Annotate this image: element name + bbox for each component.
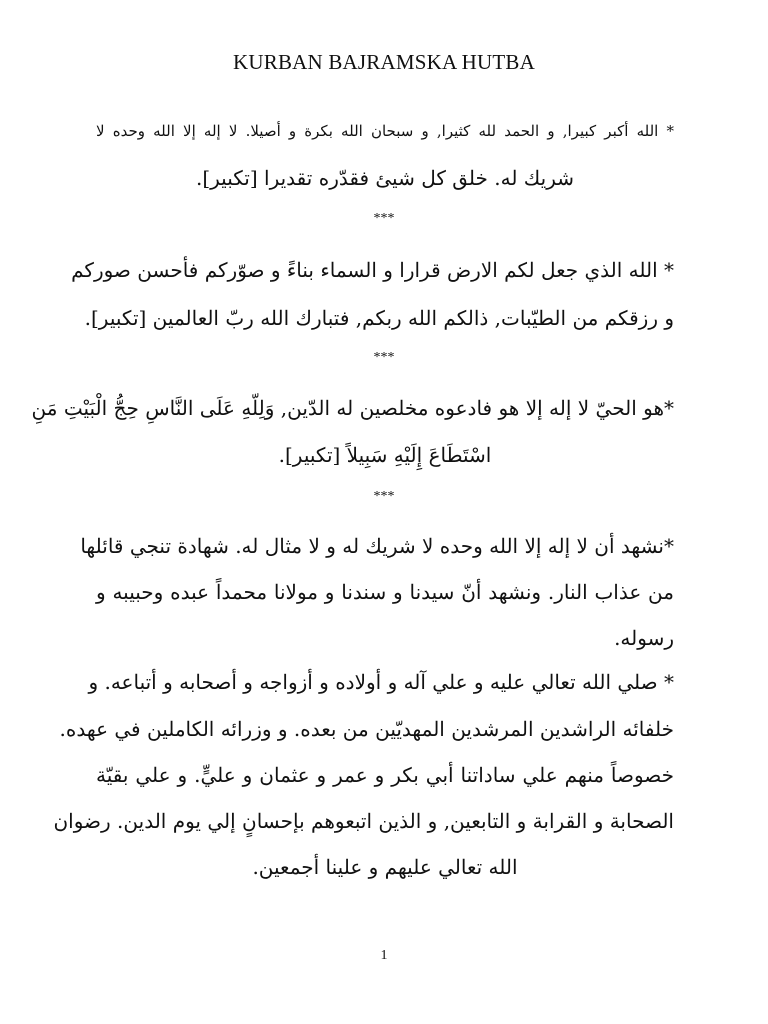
salawat-line-1: * صلي الله تعالي عليه و علي آله و أولاده و أزواجه و أصحابه و أتباعه. و bbox=[88, 670, 674, 694]
takbir-line-3: * الله الذي جعل لكم الارض قرارا و السماء بناءً و صوّركم فأحسن صوركم bbox=[71, 258, 674, 282]
takbir-line-1: * الله أكبر كبيرا, و الحمد لله كثيرا, و سبحان الله بكرة و أصيلا. لا إله إلا الله وحده لا bbox=[96, 122, 674, 140]
salawat-line-5: الله تعالي عليهم و علينا أجمعين. bbox=[252, 855, 518, 879]
takbir-line-4: و رزقكم من الطيّبات, ذالكم الله ربكم, فتبارك الله ربّ العالمين [تكبير]. bbox=[84, 306, 674, 330]
section-separator-1: *** bbox=[373, 211, 395, 226]
shahada-line-1: *نشهد أن لا إله إلا الله وحده لا شريك له و لا مثال له. شهادة تنجي قائلها bbox=[80, 534, 674, 558]
page-number: 1 bbox=[380, 948, 388, 963]
shahada-line-3: رسوله. bbox=[614, 626, 674, 650]
takbir-line-2: شريك له. خلق كل شيئ فقدّره تقديرا [تكبير]. bbox=[195, 166, 575, 190]
takbir-line-5: *هو الحيّ لا إله إلا هو فادعوه مخلصين له الدّين, وَلِلّهِ عَلَى النَّاسِ حِجُّ الْبَيْتِ مَنِ bbox=[31, 396, 674, 420]
salawat-line-2: خلفائه الراشدين المرشدين المهديّين من بعده. و وزرائه الكاملين في عهده. bbox=[59, 717, 674, 741]
page-title: KURBAN BAJRAMSKA HUTBA bbox=[233, 50, 535, 74]
section-separator-3: *** bbox=[373, 489, 395, 504]
salawat-line-3: خصوصاً منهم علي ساداتنا أبي بكر و عمر و عثمان و عليٍّ. و علي بقيّة bbox=[96, 763, 674, 787]
salawat-line-4: الصحابة و القرابة و التابعين, و الذين اتبعوهم بإحسانٍ إلي يوم الدين. رضوان bbox=[53, 809, 674, 833]
section-separator-2: *** bbox=[373, 350, 395, 365]
shahada-line-2: من عذاب النار. ونشهد أنّ سيدنا و سندنا و مولانا محمداً عبده وحبيبه و bbox=[96, 580, 674, 604]
takbir-line-6: اسْتَطَاعَ إِلَيْهِ سَبِيلاً [تكبير]. bbox=[278, 443, 492, 467]
